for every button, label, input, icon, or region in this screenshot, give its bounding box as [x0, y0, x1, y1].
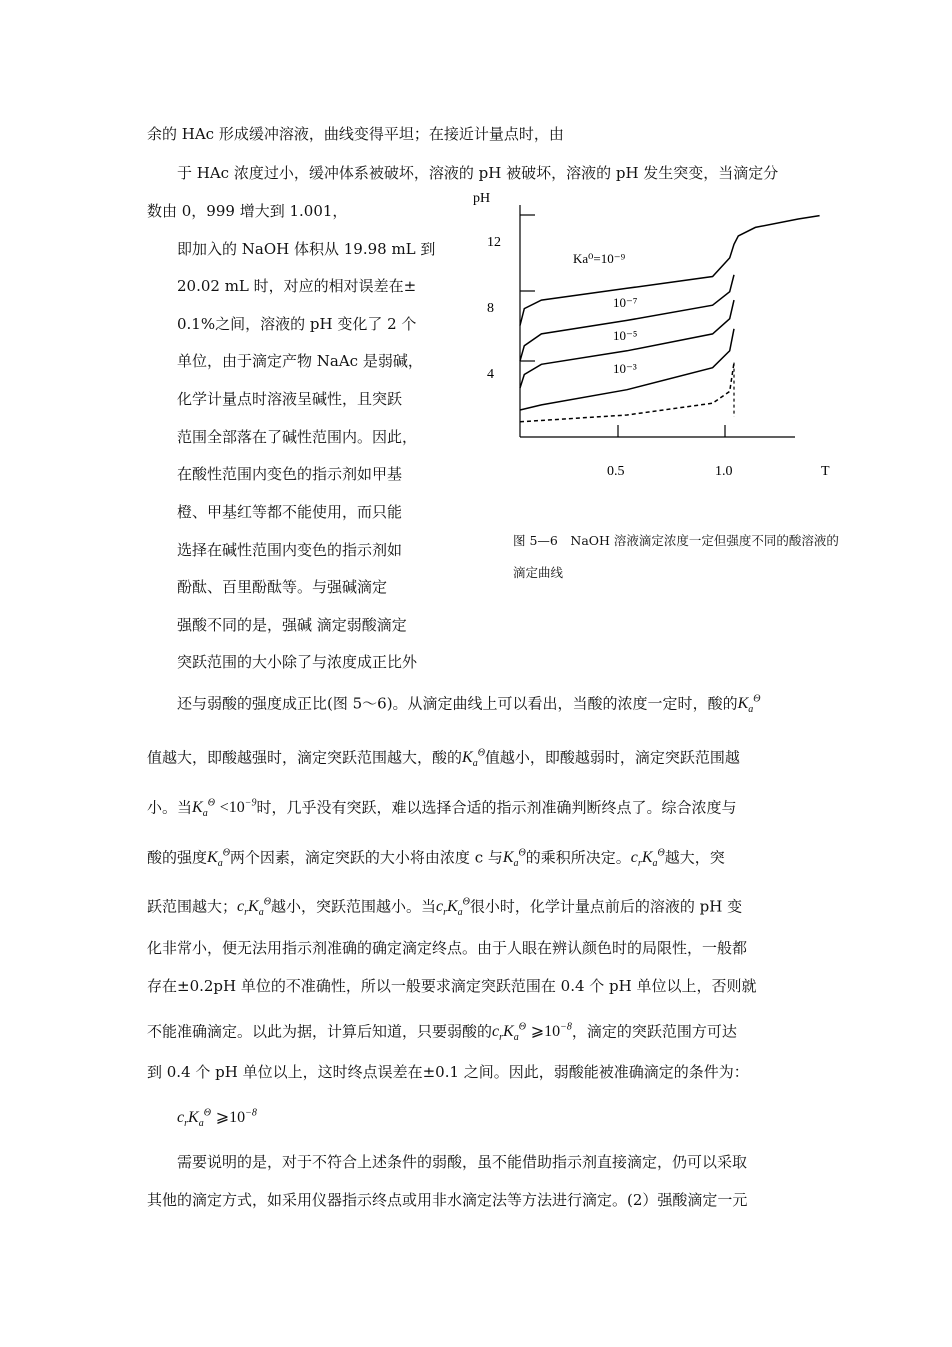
series-label-3: 10⁻⁵	[613, 328, 638, 343]
para-text: 值越小，即酸越弱时，滴定突跃范围越	[484, 748, 740, 767]
symbol-ka: $K_a^\Theta$	[207, 848, 230, 870]
symbol-cr-ka: $c_rK_a^\Theta$	[237, 897, 271, 919]
text-line-2: 于 HAc 浓度过小，缓冲体系被破坏，溶液的 pH 被破坏，溶液的 pH 发生突变，当滴定分	[177, 164, 779, 182]
para-text: 不能准确滴定。以此为据，计算后知道，只要弱酸的	[147, 1022, 493, 1041]
math-lt: $<10^{-9}$	[219, 798, 257, 817]
series-group	[520, 216, 820, 422]
para-text: 很小时，化学计量点前后的溶液的 pH 变	[469, 897, 743, 916]
para-text: 小。当	[147, 798, 193, 817]
wrap-line-8: 橙、甲基红等都不能使用，而只能	[177, 503, 403, 521]
math-ge: $⩾10^{-8}$	[215, 1108, 257, 1127]
symbol-cr-ka: $c_rK_a^\Theta$	[630, 848, 665, 870]
series-label-2: 10⁻⁷	[613, 295, 638, 310]
para-text: ，滴定的突跃范围方可达	[571, 1022, 737, 1041]
symbol-cr-ka: $c_rK_a^\Theta$	[492, 1022, 526, 1044]
wrap-line-4: 单位，由于滴定产物 NaAc 是弱碱，	[177, 352, 423, 370]
para-text: 两个因素，滴定突跃的大小将由浓度 c 与	[229, 848, 503, 867]
symbol-cr-ka: $c_rK_a^\Theta$	[435, 897, 470, 919]
para-line-9: 到 0.4 个 pH 单位以上，这时终点误差在±0.1 之间。因此，弱酸能被准确滴定的条件为：	[147, 1063, 749, 1081]
titration-curve-chart	[455, 185, 855, 495]
wrap-line-7: 在酸性范围内变色的指示剂如甲基	[177, 465, 403, 483]
x-axis-label: T	[821, 464, 830, 479]
y-tick-label-8: 8	[487, 301, 494, 316]
x-tick-label-05: 0.5	[607, 464, 625, 479]
wrap-line-5: 化学计量点时溶液呈碱性，且突跃	[177, 390, 403, 408]
para-text: 时，几乎没有突跃，难以选择合适的指示剂准确判断终点了。综合浓度与	[256, 798, 737, 817]
symbol-ka: $K_a^\Theta$	[502, 848, 526, 870]
para-line-12: 其他的滴定方式，如采用仪器指示终点或用非水滴定法等方法进行滴定。(2）强酸滴定一元	[147, 1191, 748, 1209]
wrap-line-6: 范围全部落在了碱性范围内。因此，	[177, 428, 418, 446]
titration-figure	[455, 185, 855, 495]
wrap-line-11: 强酸不同的是，强碱 滴定弱酸滴定	[177, 616, 407, 634]
para-text: 跃范围越大；	[147, 897, 238, 916]
para-line-3	[147, 794, 737, 825]
figure-caption: 图 5—6 NaOH 溶液滴定浓度一定但强度不同的酸溶液的滴定曲线	[513, 533, 839, 580]
text-line-1: 余的 HAc 形成缓冲溶液，曲线变得平坦；在接近计量点时，由	[147, 125, 564, 143]
wrap-line-2: 20.02 mL 时，对应的相对误差在±	[177, 277, 417, 295]
para-text: 越小，突跃范围越小。当	[270, 897, 436, 916]
para-line-5	[147, 893, 742, 924]
para-line-2	[147, 744, 740, 775]
wrap-line-1: 即加入的 NaOH 体积从 19.98 mL 到	[177, 240, 436, 258]
axes	[520, 205, 795, 437]
para-text: 酸的强度	[147, 848, 208, 867]
wrap-line-9: 选择在碱性范围内变色的指示剂如	[177, 541, 403, 559]
para-text: 还与弱酸的强度成正比(图 5～6)。从滴定曲线上可以看出，当酸的浓度一定时，酸的	[177, 694, 738, 713]
para-line-11: 需要说明的是，对于不符合上述条件的弱酸，虽不能借助指示剂直接滴定，仍可以采取	[177, 1153, 748, 1171]
y-axis-label: pH	[473, 191, 491, 206]
wrap-line-12: 突跃范围的大小除了与浓度成正比外	[177, 653, 418, 671]
titration-curve-1	[520, 216, 820, 326]
y-tick-label-12: 12	[487, 235, 501, 250]
x-tick-label-10: 1.0	[715, 464, 733, 479]
math-ge: $⩾10^{-8}$	[530, 1022, 572, 1041]
para-line-6: 化非常小，便无法用指示剂准确的确定滴定终点。由于人眼在辨认颜色时的局限性，一般都	[147, 939, 748, 957]
para-text: 值越大，即酸越强时，滴定突跃范围越大，酸的	[147, 748, 463, 767]
symbol-cr-ka: $c_rK_a^\Theta$	[177, 1108, 211, 1130]
symbol-ka: $K_a^\Theta$	[192, 798, 215, 820]
para-line-4	[147, 844, 725, 875]
text-line-3: 数由 0，999 增大到 1.001，	[147, 202, 348, 220]
para-line-8	[147, 1018, 737, 1049]
para-text: 的乘积所决定。	[525, 848, 631, 867]
para-line-7: 存在±0.2pH 单位的不准确性，所以一般要求滴定突跃范围在 0.4 个 pH 单位以上，否则就	[147, 977, 757, 995]
y-tick-label-4: 4	[487, 367, 494, 382]
symbol-ka: $K_a^\Theta$	[737, 694, 761, 716]
condition-formula	[177, 1104, 257, 1135]
wrap-line-3: 0.1%之间，溶液的 pH 变化了 2 个	[177, 315, 417, 333]
series-label-4: 10⁻³	[613, 361, 637, 376]
symbol-ka: $K_a^\Theta$	[462, 748, 485, 770]
series-label-1: Ka⁰=10⁻⁹	[573, 251, 626, 266]
wrap-line-10: 酚酞、百里酚酞等。与强碱滴定	[177, 578, 388, 596]
para-line-1	[177, 690, 760, 721]
para-text: 越大，突	[664, 848, 725, 867]
